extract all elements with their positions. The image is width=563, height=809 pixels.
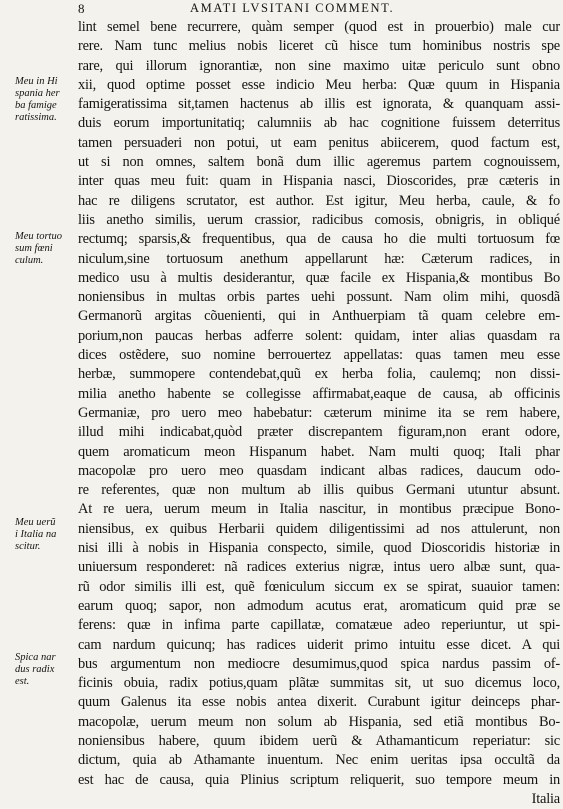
text-line: noniensibus in multas orbis partes uehi possunt. Nam olim mihi, quosdã xyxy=(78,289,560,306)
running-head: AMATI LVSITANI COMMENT. xyxy=(190,1,395,15)
text-line: xii, quod optime posset esse indicio Meu herba: Quæ quum in Hispania xyxy=(78,76,560,93)
margin-note xyxy=(15,231,75,267)
margin-note xyxy=(15,652,75,688)
margin-note-line: ratissima. xyxy=(15,112,57,123)
text-line: herbæ, summopere contendebat,quũ ex herba folia, caulemq; non dissi- xyxy=(78,366,560,383)
margin-note-line: Spica nar xyxy=(15,652,56,663)
text-line: ferens: quæ in infima parte capillatæ, comatæue adeo reperiuntur, ut spi- xyxy=(78,617,560,634)
text-line: bus argumentum non mediocre desumimus,quod spica nardus passim of- xyxy=(78,655,560,672)
text-line: porium,non paucas herbas adferre solent: quidam, inter alias quasdam ra xyxy=(78,327,560,344)
text-line: earum quoq; sapor, non admodum acutus erat, aromaticum quid præ se xyxy=(78,597,560,614)
margin-note-line: i Italia na xyxy=(15,529,57,540)
page-number: 8 xyxy=(78,1,85,16)
text-line: re referentes, quæ non multum ab illis quibus Germani utuntur absunt. xyxy=(78,482,560,499)
text-line: ficinis obuia, radix potius,quam plãtæ summitas sit, ut suo dicemus loco, xyxy=(78,675,560,692)
text-line: rectumq; sparsis,& frequentibus, qua de causa ho die multi tortuosum fœ xyxy=(78,231,560,248)
text-line: ut si non omnes, saltem bonã dum illic ageremus partem cognouissem, xyxy=(78,154,560,171)
text-line: cam nardum quicunq; has radices uiderit primo intuitu esse dicet. A qui xyxy=(78,636,560,653)
text-line: Italia xyxy=(531,790,560,807)
margin-note-line: spania her xyxy=(15,88,60,99)
margin-note-line: scitur. xyxy=(15,541,41,552)
text-line: inter quas meu fuit: quam in Hispania nasci, Dioscorides, præ cæteris in xyxy=(78,173,560,190)
margin-note-line: Meu tortuo xyxy=(15,231,62,242)
text-line: rare, qui illorum ignorantiæ, non sine maximo uitæ periculo sunt obno xyxy=(78,57,560,74)
text-line: famigeratissima sit,tamen hactenus ab illis est ignorata, & quanquam assi- xyxy=(78,96,560,113)
margin-note xyxy=(15,76,75,124)
text-line: uniuersum responderet: nã radices exterius nigræ, intus uero albæ sunt, qua- xyxy=(78,559,560,576)
text-line: rere. Nam tunc melius nobis liceret cũ hisce tum hominibus nostris spe xyxy=(78,38,560,55)
text-line: milia anetho habente se collegisse affirmabat,eaque de causa, ab officinis xyxy=(78,385,560,402)
page-header xyxy=(0,0,563,18)
text-line: liis anetho similis, uerum crassior, radicibus comosis, obnigris, in obliqué xyxy=(78,211,560,228)
text-line: tamen persuaderi non potui, ut eam penitus abiicerem, quod factum est, xyxy=(78,134,560,151)
text-line: noniensibus habere, quum ibidem uerũ & Athamanticum reperiatur: sic xyxy=(78,732,560,749)
text-line: duis eorum importunitatiq; calumniis ab hac cognitione fuissem deterritus xyxy=(78,115,560,132)
text-line: At re uera, uerum meum in Italia nascitur, in montibus præcipue Bono- xyxy=(78,501,560,518)
margin-notes xyxy=(0,0,76,786)
margin-note-line: dus radix xyxy=(15,664,55,675)
margin-note-line: sum fœni xyxy=(15,243,53,254)
margin-note-line: culum. xyxy=(15,255,44,266)
text-line: quem aromaticum meon Hispanum habet. Nam multi quoq; Itali phar xyxy=(78,443,560,460)
text-line: Germaniæ, pro uero meo habebatur: cæterum minime ita se rem habere, xyxy=(78,404,560,421)
text-line: dices ostẽdere, suo nomine berrouertez appellatas: quas tamen meu esse xyxy=(78,347,560,364)
text-line: illud mihi indicabat,quòd præter discrepantem figuram,non erant odore, xyxy=(78,424,560,441)
text-line: quum Galenus ita esse nobis antea dixerit. Curabunt igitur deinceps phar- xyxy=(78,694,560,711)
margin-note-line: est. xyxy=(15,676,30,687)
text-line: nisi illi à nobis in Hispania conspecto, simile, quod Dioscoridis historiæ in xyxy=(78,540,560,557)
text-line: macopolæ pro uero meo quasdam indicant albas radices, daucum odo- xyxy=(78,462,560,479)
text-line: est hac de causa, quia Plinius scriptum reliquerit, suo tempore meum in xyxy=(78,771,560,788)
text-line: medico usu à multis desiderantur, quæ facile ex Hispania,& montibus Bo xyxy=(78,269,560,286)
body-text xyxy=(78,18,560,809)
text-line: rũ odor similis illi est, quẽ fœniculum siccum ex se spirat, suauior tamen: xyxy=(78,578,560,595)
margin-note xyxy=(15,517,75,553)
text-line: hac re diligens scrutator, est author. Est igitur, Meu herba, caule, & fo xyxy=(78,192,560,209)
text-line: macopolæ, uerum meum non solum ab Hispania, sed etiã montibus Bo- xyxy=(78,713,560,730)
text-line: niculum,sine tortuosum anethum appellarunt hæ: Cæterum radices, in xyxy=(78,250,560,267)
text-line: Germanorũ argitas cõuenienti, qui in Anthuerpiam tã quam celebre em- xyxy=(78,308,560,325)
margin-note-line: Meu in Hi xyxy=(15,76,58,87)
margin-note-line: Meu uerũ xyxy=(15,517,56,528)
margin-note-line: ba famige xyxy=(15,100,57,111)
text-line: lint semel bene recurrere, quàm semper (quod est in prouerbio) male cur xyxy=(78,19,560,35)
text-line: niensibus, ex quibus Herbarii quidem diligentissimi ad nos attulerunt, non xyxy=(78,520,560,537)
text-line: dictum, quia ab Athamante inuentum. Nec enim ueritas ipsa occultã da xyxy=(78,752,560,769)
